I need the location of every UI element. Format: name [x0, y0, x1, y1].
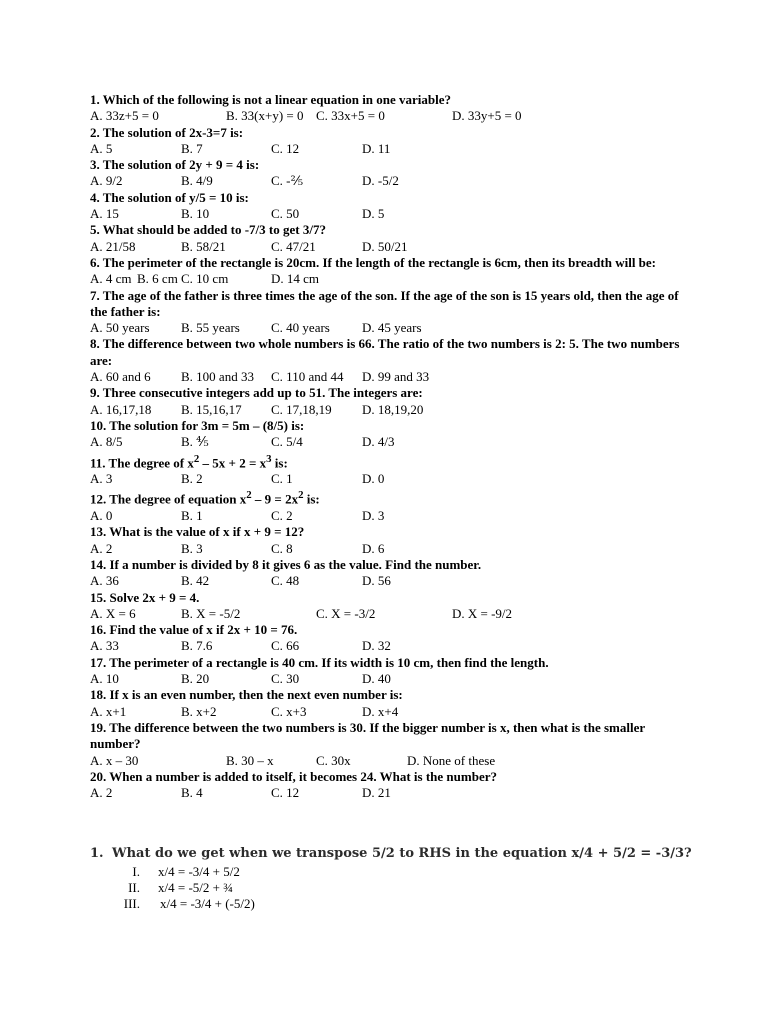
answer-option: D. 99 and 33	[362, 369, 430, 385]
answer-option: A. 36	[90, 573, 119, 589]
answer-option: A. x – 30	[90, 752, 139, 768]
answer-option: C. -⅖	[271, 173, 304, 189]
answer-option: B. X = -5/2	[181, 605, 241, 621]
answer-option: C. 30x	[316, 752, 351, 768]
answer-options	[90, 671, 690, 687]
question-text: 4. The solution of y/5 = 10 is:	[90, 189, 249, 205]
answer-options	[90, 785, 690, 801]
answer-option: D. 5	[362, 206, 385, 222]
answer-option: C. 48	[271, 573, 300, 589]
option-text: x/4 = -3/4 + (-5/2)	[160, 896, 255, 911]
question-text: 7. The age of the father is three times the age of the son. If the age of the son is 15 years old, then the age of the father is:	[90, 287, 679, 319]
answer-option: C. 66	[271, 638, 300, 654]
question-text: 10. The solution for 3m = 5m – (8/5) is:	[90, 417, 305, 433]
answer-option: D. 45 years	[362, 320, 422, 336]
answer-option: C. 1	[271, 471, 293, 487]
section2-option	[90, 880, 730, 896]
question-text: 20. When a number is added to itself, it becomes 24. What is the number?	[90, 768, 497, 784]
answer-option: C. 30	[271, 671, 300, 687]
answer-options	[90, 704, 690, 720]
answer-option: C. 12	[271, 785, 300, 801]
answer-option: D. 50/21	[362, 238, 408, 254]
answer-option: B. 10	[181, 206, 210, 222]
answer-option: A. 0	[90, 508, 113, 524]
answer-option: A. 9/2	[90, 173, 123, 189]
section2-option	[90, 864, 730, 880]
answer-option: A. 33z+5 = 0	[90, 108, 159, 124]
answer-options	[90, 638, 690, 654]
section2-question	[90, 846, 730, 862]
section2-option	[90, 896, 730, 912]
answer-options	[90, 508, 690, 524]
question-text: 15. Solve 2x + 9 = 4.	[90, 589, 200, 605]
answer-option: B. 55 years	[181, 320, 240, 336]
section2-question-number: 1.	[90, 846, 104, 861]
answer-option: B. 30 – x	[226, 752, 274, 768]
answer-option: A. 4 cm	[90, 271, 132, 287]
option-numeral: III.	[123, 896, 140, 911]
answer-option: D. X = -9/2	[452, 605, 513, 621]
answer-options	[90, 573, 690, 589]
answer-option: A. 2	[90, 540, 113, 556]
answer-options	[90, 541, 690, 557]
answer-option: D. 40	[362, 671, 391, 687]
question-text: 8. The difference between two whole numbers is 66. The ratio of the two numbers is 2: 5. The two numbers are:	[90, 336, 680, 368]
option-text: x/4 = -3/4 + 5/2	[158, 864, 240, 879]
answer-option: B. 20	[181, 671, 210, 687]
answer-options	[90, 402, 690, 418]
option-numeral: I.	[132, 864, 140, 879]
answer-option: A. 50 years	[90, 320, 150, 336]
answer-option: A. 2	[90, 785, 113, 801]
question-list	[90, 92, 690, 801]
question-text: 19. The difference between the two numbers is 30. If the bigger number is x, then what is the smaller number?	[90, 719, 645, 752]
answer-option: B. 2	[181, 471, 203, 487]
answer-option: C. 10 cm	[181, 271, 229, 287]
question-text: 12. The degree of equation $x^2 - 9 = 2x^2$ is:	[90, 489, 320, 507]
answer-option: B. 1	[181, 508, 203, 524]
answer-options	[90, 471, 690, 487]
answer-options	[90, 606, 690, 622]
answer-option: C. x+3	[271, 703, 307, 719]
answer-option: C. 12	[271, 140, 300, 156]
answer-option: B. 4	[181, 785, 203, 801]
answer-option: D. -5/2	[362, 173, 399, 189]
question-text: 6. The perimeter of the rectangle is 20cm. If the length of the rectangle is 6cm, then its breadth will be:	[90, 254, 657, 270]
answer-option: D. 32	[362, 638, 391, 654]
answer-option: B. 7	[181, 140, 203, 156]
answer-options	[90, 141, 690, 157]
answer-option: D. None of these	[407, 752, 496, 768]
answer-option: B. x+2	[181, 703, 217, 719]
answer-option: C. 110 and 44	[271, 369, 344, 385]
question-text: 9. Three consecutive integers add up to 51. The integers are:	[90, 385, 423, 401]
answer-option: D. 3	[362, 508, 385, 524]
option-numeral: II.	[128, 880, 140, 895]
question-text: 5. What should be added to -7/3 to get 3/7?	[90, 222, 326, 238]
answer-option: D. 18,19,20	[362, 401, 424, 417]
question-text: 3. The solution of 2y + 9 = 4 is:	[90, 157, 260, 173]
question-text: 1. Which of the following is not a linear equation in one variable?	[90, 92, 452, 107]
answer-options	[90, 434, 690, 450]
answer-option: A. 16,17,18	[90, 401, 152, 417]
answer-option: D. 33y+5 = 0	[452, 108, 522, 124]
answer-option: D. 6	[362, 540, 385, 556]
answer-option: D. 4/3	[362, 434, 395, 450]
question-text: 16. Find the value of x if 2x + 10 = 76.	[90, 622, 298, 638]
answer-option: C. 33x+5 = 0	[316, 108, 385, 124]
answer-option: C. 40 years	[271, 320, 330, 336]
answer-options	[90, 320, 690, 336]
answer-option: A. 3	[90, 471, 113, 487]
answer-option: B. 15,16,17	[181, 401, 242, 417]
answer-option: A. 15	[90, 206, 119, 222]
answer-option: D. 21	[362, 785, 391, 801]
section2-question-text: What do we get when we transpose 5/2 to RHS in the equation x/4 + 5/2 = -3/3?	[112, 846, 692, 861]
answer-option: D. 11	[362, 140, 391, 156]
answer-options	[90, 239, 690, 255]
answer-option: B. 58/21	[181, 238, 226, 254]
answer-options	[90, 173, 690, 189]
answer-options	[90, 753, 690, 769]
answer-option: D. 56	[362, 573, 391, 589]
answer-option: D. 0	[362, 471, 385, 487]
answer-option: A. 21/58	[90, 238, 136, 254]
question-text: 14. If a number is divided by 8 it gives 6 as the value. Find the number.	[90, 556, 482, 572]
question-text: 13. What is the value of x if x + 9 = 12?	[90, 524, 305, 540]
answer-option: C. 2	[271, 508, 293, 524]
question-text: 17. The perimeter of a rectangle is 40 cm. If its width is 10 cm, then find the length.	[90, 654, 549, 670]
answer-options	[90, 206, 690, 222]
answer-option: B. 3	[181, 540, 203, 556]
answer-option: A. 5	[90, 140, 113, 156]
answer-option: A. 8/5	[90, 434, 123, 450]
answer-option: C. 50	[271, 206, 300, 222]
answer-option: A. 10	[90, 671, 119, 687]
answer-option: A. 33	[90, 638, 119, 654]
answer-options	[90, 108, 690, 124]
answer-option: A. x+1	[90, 703, 127, 719]
answer-option: B. 7.6	[181, 638, 213, 654]
question-text: 11. The degree of $x^2 - 5x + 2 = x^3$ is:	[90, 452, 288, 470]
second-section	[90, 846, 730, 912]
answer-option: B. 6 cm	[137, 271, 178, 287]
question-text: 2. The solution of 2x-3=7 is:	[90, 124, 244, 140]
answer-option: A. X = 6	[90, 605, 136, 621]
answer-option: B. 33(x+y) = 0	[226, 108, 304, 124]
answer-option: B. ⅘	[181, 434, 209, 450]
answer-options	[90, 369, 690, 385]
answer-option: C. 17,18,19	[271, 401, 332, 417]
option-text: x/4 = -5/2 + ¾	[158, 880, 233, 895]
answer-option: C. 47/21	[271, 238, 316, 254]
answer-option: C. 5/4	[271, 434, 303, 450]
answer-option: A. 60 and 6	[90, 369, 151, 385]
answer-option: D. 14 cm	[271, 271, 320, 287]
answer-option: B. 4/9	[181, 173, 213, 189]
answer-option: C. X = -3/2	[316, 605, 376, 621]
answer-option: B. 100 and 33	[181, 369, 254, 385]
answer-option: B. 42	[181, 573, 210, 589]
question-text: 18. If x is an even number, then the next even number is:	[90, 687, 403, 703]
answer-option: C. 8	[271, 540, 293, 556]
answer-options	[90, 271, 690, 287]
answer-option: D. x+4	[362, 703, 399, 719]
